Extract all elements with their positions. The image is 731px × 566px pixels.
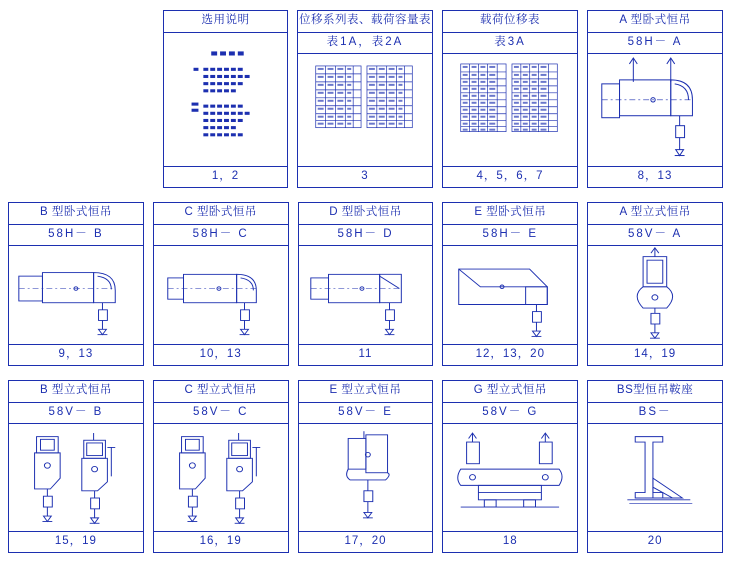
card-footer: 15，19 bbox=[9, 531, 143, 553]
card-figure-horizontal-a bbox=[588, 54, 722, 166]
card-figure-tables bbox=[443, 54, 577, 166]
card-footer: 8，13 bbox=[588, 166, 722, 188]
card-footer: 4，5，6，7 bbox=[443, 166, 577, 188]
card-footer: 12，13，20 bbox=[443, 344, 577, 366]
card-header: E 型卧式恒吊 bbox=[443, 203, 577, 225]
card-figure-horizontal-c bbox=[154, 246, 288, 344]
card-subheader: 58H－ B bbox=[9, 225, 143, 247]
card-figure-text-block bbox=[164, 33, 287, 166]
card-header: 载荷位移表 bbox=[443, 11, 577, 33]
card-header: A 型立式恒吊 bbox=[588, 203, 722, 225]
card-header: BS型恒吊鞍座 bbox=[588, 381, 722, 403]
card-subheader: 58V－ A bbox=[588, 225, 722, 247]
card-subheader: 表1A，表2A bbox=[298, 33, 432, 55]
card-figure-horizontal-e bbox=[443, 246, 577, 344]
card-header: C 型立式恒吊 bbox=[154, 381, 288, 403]
card-type-c-vertical[interactable] bbox=[153, 380, 289, 553]
diagram-row-3 bbox=[0, 366, 731, 553]
card-displacement-series-capacity[interactable] bbox=[297, 10, 433, 188]
card-header: D 型卧式恒吊 bbox=[299, 203, 433, 225]
card-type-d-horizontal[interactable] bbox=[298, 202, 434, 366]
card-subheader: 58H－ D bbox=[299, 225, 433, 247]
card-type-g-vertical[interactable] bbox=[442, 380, 578, 553]
card-footer: 1，2 bbox=[164, 166, 287, 188]
card-figure-horizontal-b bbox=[9, 246, 143, 344]
card-figure-vertical-a bbox=[588, 246, 722, 344]
card-footer: 9，13 bbox=[9, 344, 143, 366]
diagram-row-2 bbox=[0, 188, 731, 366]
card-type-e-horizontal[interactable] bbox=[442, 202, 578, 366]
card-figure-vertical-e bbox=[299, 424, 433, 531]
card-footer: 3 bbox=[298, 166, 432, 188]
card-figure-saddle-bs bbox=[588, 424, 722, 531]
card-subheader: 58V－ B bbox=[9, 403, 143, 425]
card-figure-vertical-g bbox=[443, 424, 577, 531]
card-subheader: 58V－ G bbox=[443, 403, 577, 425]
card-header: 位移系列表、载荷容量表 bbox=[298, 11, 432, 33]
card-header: B 型立式恒吊 bbox=[9, 381, 143, 403]
card-type-b-horizontal[interactable] bbox=[8, 202, 144, 366]
card-figure-vertical-b bbox=[9, 424, 143, 531]
card-footer: 16，19 bbox=[154, 531, 288, 553]
card-header: C 型卧式恒吊 bbox=[154, 203, 288, 225]
card-subheader: 58H－ A bbox=[588, 33, 722, 55]
card-subheader: BS－ bbox=[588, 403, 722, 425]
card-header: G 型立式恒吊 bbox=[443, 381, 577, 403]
card-header: B 型卧式恒吊 bbox=[9, 203, 143, 225]
card-subheader: 58H－ E bbox=[443, 225, 577, 247]
card-type-a-vertical[interactable] bbox=[587, 202, 723, 366]
card-type-c-horizontal[interactable] bbox=[153, 202, 289, 366]
card-subheader: 58V－ E bbox=[299, 403, 433, 425]
card-header: A 型卧式恒吊 bbox=[588, 11, 722, 33]
card-footer: 17，20 bbox=[299, 531, 433, 553]
card-footer: 11 bbox=[299, 344, 433, 366]
card-selection-notes[interactable] bbox=[163, 10, 288, 188]
card-subheader: 58H－ C bbox=[154, 225, 288, 247]
card-footer: 18 bbox=[443, 531, 577, 553]
card-header: E 型立式恒吊 bbox=[299, 381, 433, 403]
card-type-e-vertical[interactable] bbox=[298, 380, 434, 553]
card-type-a-horizontal[interactable] bbox=[587, 10, 723, 188]
card-figure-tables bbox=[298, 54, 432, 166]
card-header: 选用说明 bbox=[164, 11, 287, 33]
card-figure-vertical-c bbox=[154, 424, 288, 531]
card-type-b-vertical[interactable] bbox=[8, 380, 144, 553]
card-load-displacement[interactable] bbox=[442, 10, 578, 188]
card-footer: 10，13 bbox=[154, 344, 288, 366]
card-subheader: 58V－ C bbox=[154, 403, 288, 425]
card-footer: 20 bbox=[588, 531, 722, 553]
card-bs-saddle[interactable] bbox=[587, 380, 723, 553]
card-footer: 14，19 bbox=[588, 344, 722, 366]
diagram-row-1 bbox=[0, 0, 731, 188]
card-subheader: 表3A bbox=[443, 33, 577, 55]
card-figure-horizontal-d bbox=[299, 246, 433, 344]
